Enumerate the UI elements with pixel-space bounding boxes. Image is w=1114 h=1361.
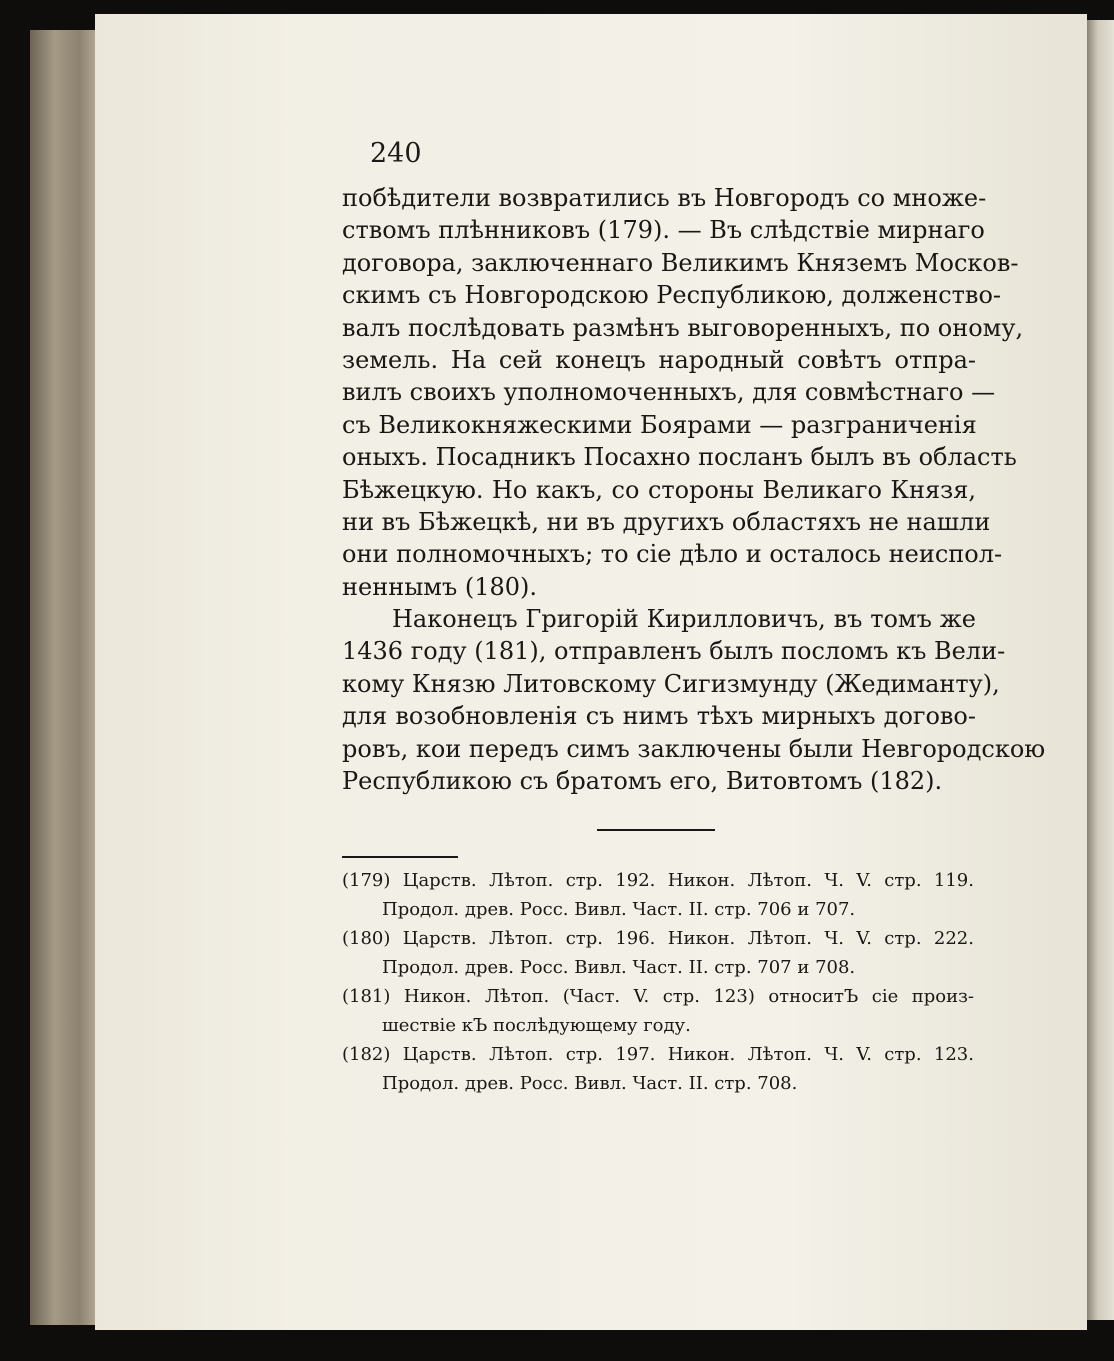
footnotes: [342, 866, 974, 1098]
text-line: они полномочныхъ; то сіе дѣло и осталось неиспол-: [342, 540, 1003, 569]
section-separator: [597, 829, 715, 831]
text-line: для возобновленія съ нимъ тѣхъ мирныхъ догово-: [342, 702, 976, 731]
text-line: кому Князю Литовскому Сигизмунду (Жедиманту),: [342, 669, 1000, 698]
facing-page-edge: [1087, 20, 1114, 1320]
text-line: Наконецъ Григорій Кирилловичъ, въ томъ же: [392, 605, 976, 634]
footnote-line: Продол. древ. Росс. Вивл. Част. II. стр. 707 и 708.: [382, 957, 856, 978]
text-line: Республикою съ братомъ его, Витовтомъ (182).: [342, 767, 943, 796]
text-line: земель. На сей конецъ народный совѣтъ отпра-: [342, 345, 976, 374]
footnote-line: Продол. древ. Росс. Вивл. Част. II. стр. 706 и 707.: [382, 899, 856, 920]
text-line: Бѣжецкую. Но какъ, со стороны Великаго Князя,: [342, 475, 976, 504]
page-stack-edge: [30, 30, 100, 1325]
text-line: ровъ, кои передъ симъ заключены были Невгородскою: [342, 734, 1046, 763]
text-line: 1436 году (181), отправленъ былъ посломъ къ Вели-: [342, 637, 1006, 666]
text-line: валъ послѣдовать размѣнъ выговоренныхъ, по оному,: [342, 313, 1024, 342]
text-line: побѣдители возвратились въ Новгородъ со множе-: [342, 184, 987, 212]
text-line: договора, заключеннаго Великимъ Княземъ Москов-: [342, 248, 1019, 277]
footnote-line: (180) Царств. Лѣтоп. стр. 196. Никон. Лѣтоп. Ч. V. стр. 222.: [342, 928, 974, 949]
footnote-line: шествіе кЪ послѣдующему году.: [382, 1015, 691, 1036]
main-text: [342, 182, 1046, 797]
text-line: ни въ Бѣжецкѣ, ни въ другихъ областяхъ не нашли: [342, 507, 991, 536]
text-line: скимъ съ Новгородскою Республикою, долженство-: [342, 281, 1002, 310]
text-line: оныхъ. Посадникъ Посахно посланъ былъ въ область: [342, 443, 1017, 472]
text-line: вилъ своихъ уполномоченныхъ, для совмѣстнаго —: [342, 378, 996, 407]
page-number: 240: [370, 138, 422, 169]
footnote-rule: [342, 856, 458, 858]
footnote-line: (181) Никон. Лѣтоп. (Част. V. стр. 123) относитЪ сіе произ-: [342, 986, 974, 1007]
text-line: неннымъ (180).: [342, 572, 538, 601]
text-line: съ Великокняжескими Боярами — разграниченія: [342, 410, 977, 439]
footnote-line: (182) Царств. Лѣтоп. стр. 197. Никон. Лѣтоп. Ч. V. стр. 123.: [342, 1044, 974, 1065]
footnote-line: Продол. древ. Росс. Вивл. Част. II. стр. 708.: [382, 1073, 798, 1094]
text-line: ствомъ плѣнниковъ (179). — Въ слѣдствіе мирнаго: [342, 216, 985, 245]
footnote-line: (179) Царств. Лѣтоп. стр. 192. Никон. Лѣтоп. Ч. V. стр. 119.: [342, 870, 974, 891]
